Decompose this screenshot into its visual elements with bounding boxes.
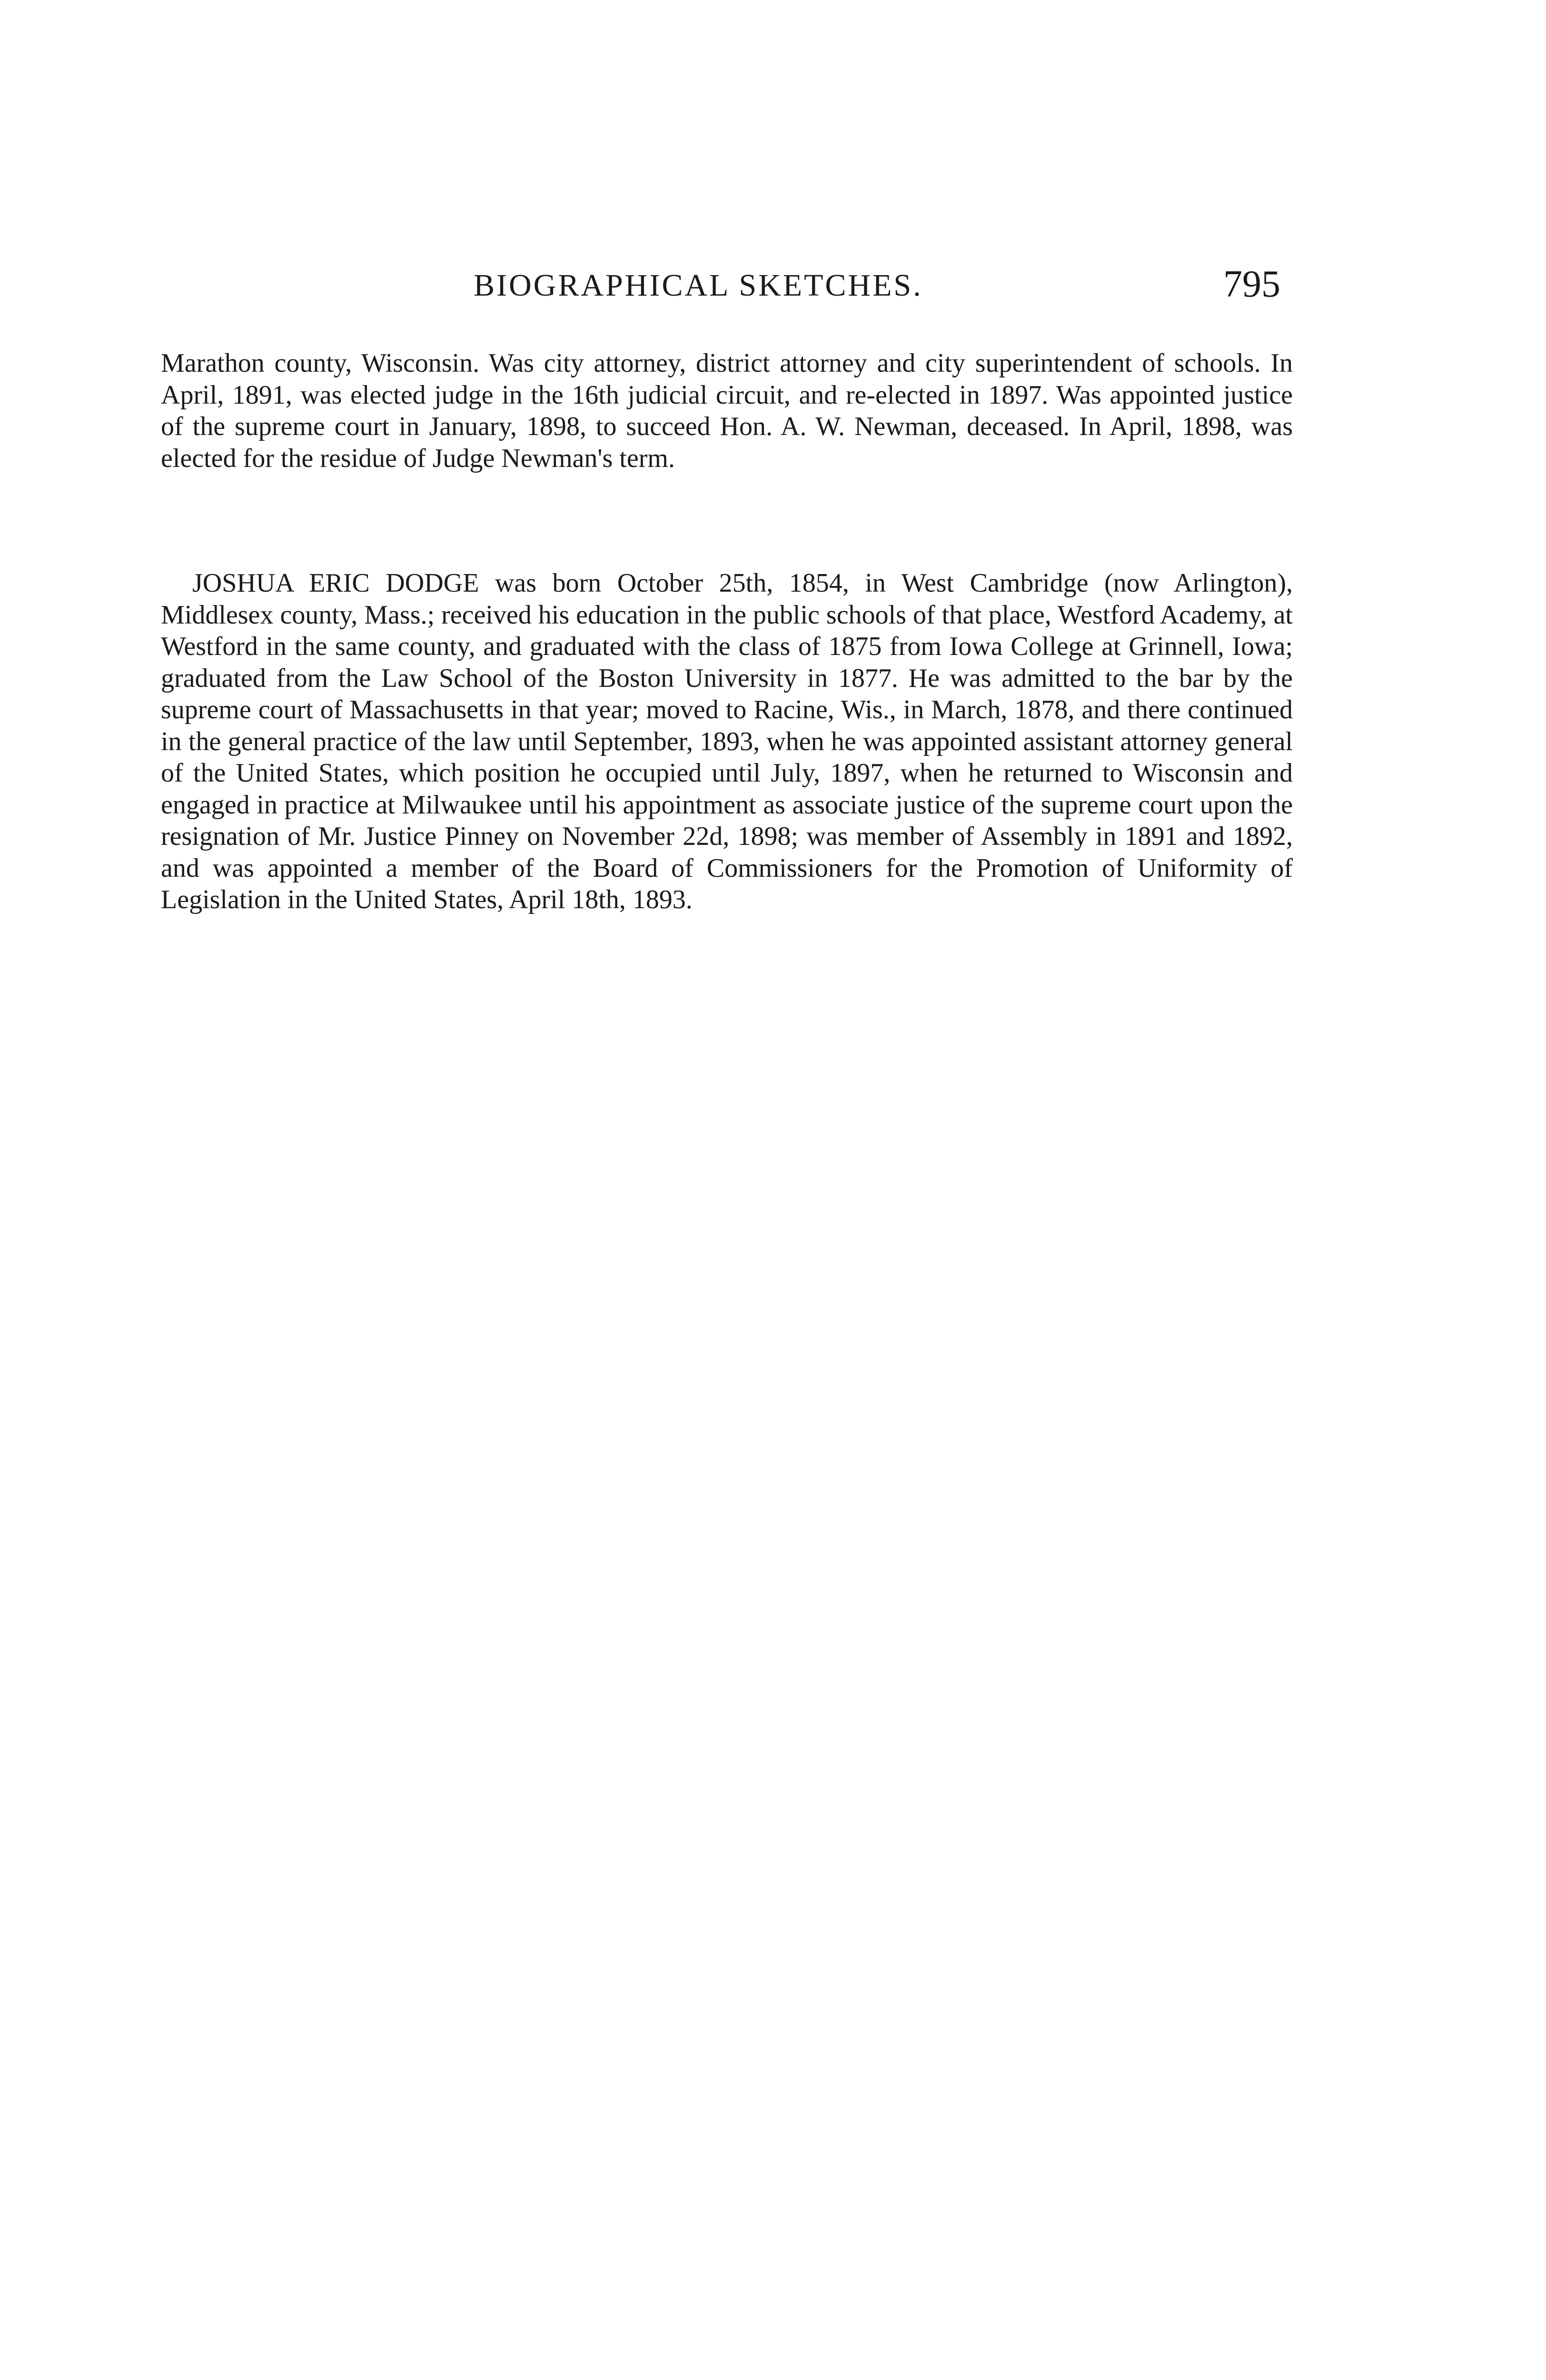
running-head <box>0 264 1546 307</box>
paragraph-continuation: Marathon county, Wisconsin. Was city attorney, district attorney and city superintendent of schools. In April, 1891, was elected judge in the 16th judicial circuit, and re-elected in 1897. Was appointed justice of the supreme court in January, 1898, to succeed Hon. A. W. Newman, deceased. In April, 1898, was elected for the residue of Judge Newman's term. <box>161 348 1293 473</box>
running-title: BIOGRAPHICAL SKETCHES. <box>474 268 923 303</box>
page-number: 795 <box>1223 263 1280 305</box>
paragraph-dodge-biography: JOSHUA ERIC DODGE was born October 25th, 1854, in West Cambridge (now Arlington), Middlesex county, Mass.; received his education in the public schools of that place, Westford Academy, at Westford in the same county, and graduated with the class of 1875 from Iowa College at Grinnell, Iowa; graduated from the Law School of the Boston University in 1877. He was admitted to the bar by the supreme court of Massachusetts in that year; moved to Racine, Wis., in March, 1878, and there continued in the general practice of the law until September, 1893, when he was appointed assistant attorney general of the United States, which position he occupied until July, 1897, when he returned to Wisconsin and engaged in practice at Milwaukee until his appointment as associate justice of the supreme court upon the resignation of Mr. Justice Pinney on November 22d, 1898; was member of Assembly in 1891 and 1892, and was appointed a member of the Board of Commissioners for the Promotion of Uniformity of Legislation in the United States, April 18th, 1893. <box>161 568 1293 914</box>
